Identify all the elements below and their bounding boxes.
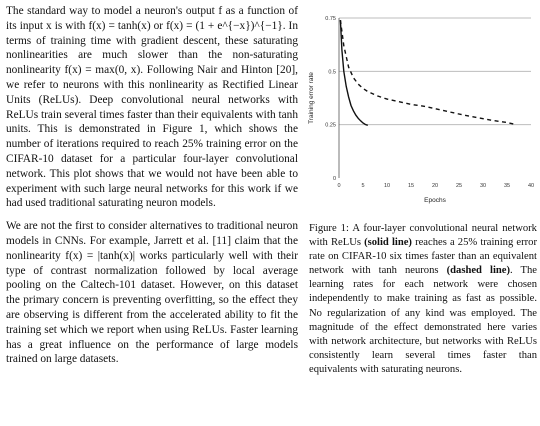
tanh-series-line — [340, 20, 516, 125]
caption-label: Figure 1: — [309, 223, 349, 234]
caption-dashed-line: (dashed line) — [446, 265, 511, 277]
x-tick-label: 5 — [361, 183, 365, 189]
paragraph-related-work: We are not the first to consider alternatives to traditional neuron models in CNNs. For example, Jarrett et al. [11] claim that the nonlinearity f(x) = |tanh(x)| works particularly well with their type of contrast normalization followed by local average pooling on the Caltech-101 dataset. However, on this dataset the primary concern is preventing overfitting, so the effect they are observing is different from the accelerated ability to fit the training set which we report when using ReLUs. Faster learning has a great influence on the performance of large models trained on large datasets. — [6, 220, 298, 366]
x-tick-label: 35 — [503, 183, 511, 189]
left-text-column — [6, 4, 298, 367]
caption-solid-line: (solid line) — [364, 237, 412, 249]
x-axis-label: Epochs — [424, 197, 446, 204]
x-tick-label: 25 — [455, 183, 463, 189]
x-tick-label: 0 — [337, 183, 341, 189]
training-error-chart — [305, 4, 537, 212]
x-tick-label: 30 — [479, 183, 487, 189]
x-tick-label: 10 — [383, 183, 391, 189]
caption-text-1: A four-layer convolutional neural network with ReLUs — [309, 223, 537, 249]
relu-series-line — [340, 20, 367, 125]
paragraph-relu-intro: The standard way to model a neuron's output f as a function of its input x is with f(x) = tanh(x) or f(x) = (1 + e^{−x})^{−1}. In terms of training time with gradient descent, these saturating nonlinearities are much slower than the non-saturating nonlinearity f(x) = max(0, x). Following Nair and Hinton [20], we refer to neurons with this nonlinearity as Rectified Linear Units (ReLUs). Deep convolutional neural networks with ReLUs train several times faster than their equivalents with tanh units. This is demonstrated in Figure 1, which shows the number of iterations required to reach 25% training error on the CIFAR-10 dataset for a particular four-layer convolutional network. This plot shows that we would not have been able to experiment with such large neural networks for this work if we had used traditional saturating neuron models. — [6, 5, 299, 210]
x-tick-label: 20 — [431, 183, 439, 189]
x-tick-label: 40 — [527, 183, 535, 189]
caption-text-3: . The learning rates for each network were chosen independently to make training as fast as possible. No regularization of any kind was employed. The magnitude of the effect demonstrated here varies with network architecture, but networks with ReLUs consistently learn several times faster than equivalents with saturating neurons. — [309, 265, 538, 375]
x-tick-label: 15 — [407, 183, 415, 189]
y-tick-label: 0.75 — [325, 16, 336, 22]
y-tick-label: 0.5 — [328, 69, 336, 76]
y-tick-label: 0 — [332, 176, 336, 182]
figure-caption — [309, 222, 537, 377]
y-tick-label: 0.25 — [325, 122, 336, 129]
y-axis-label: Training error rate — [308, 72, 315, 124]
caption-text-2: reaches a 25% training error rate on CIFAR-10 six times faster than an equivalent network with tanh neurons — [309, 237, 537, 277]
